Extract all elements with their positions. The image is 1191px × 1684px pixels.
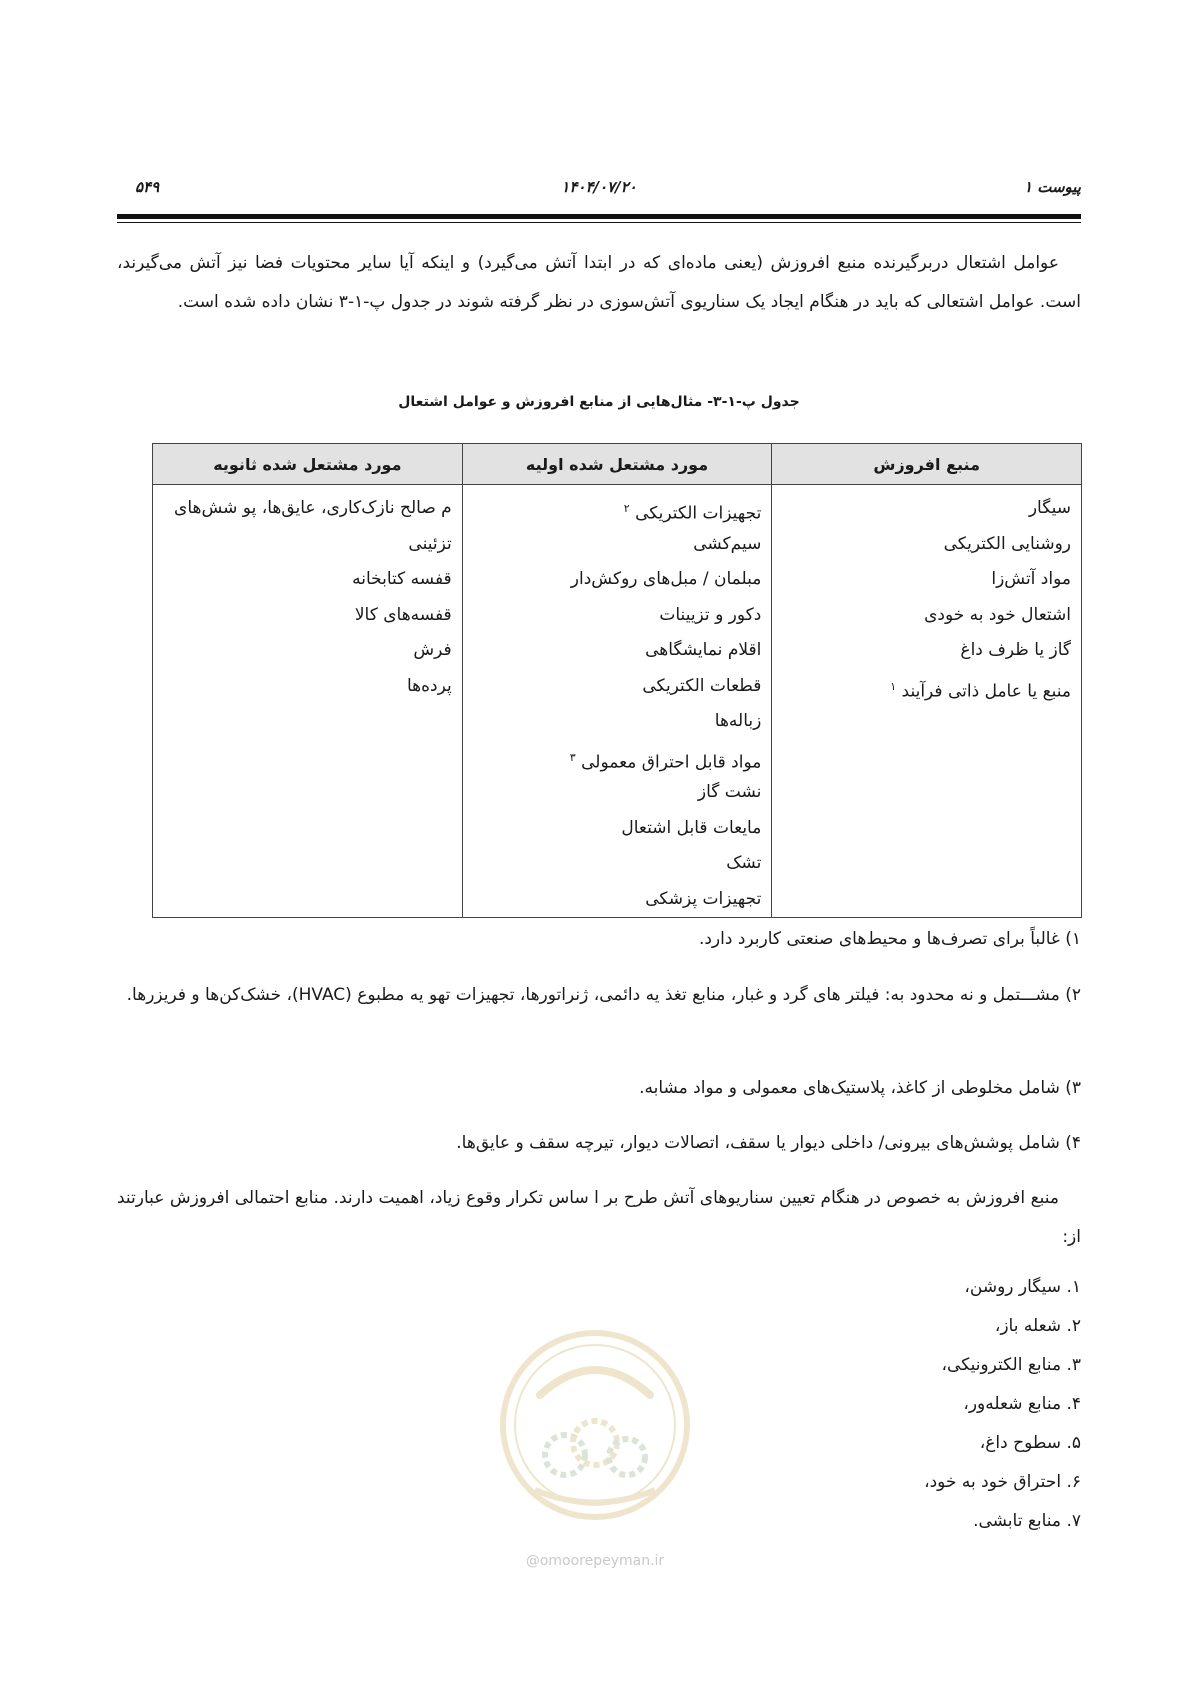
ignition-source-column xyxy=(772,485,1082,918)
list-item: تجهیزات پزشکی xyxy=(645,888,762,909)
list-item: سیم‌کشی xyxy=(693,533,762,554)
header-rule-thick xyxy=(117,214,1081,219)
list-item: دکور و تزیینات xyxy=(659,604,762,625)
list-item: قطعات الکتریکی xyxy=(642,675,762,696)
primary-item-column xyxy=(462,485,772,918)
list-item: اقلام نمایشگاهی xyxy=(645,640,762,660)
footnote-4: ۴) شامل پوشش‌های بیرونی/ داخلی دیوار یا سقف، اتصالات دیوار، تیرچه سقف و عایق‌ها. xyxy=(456,1133,1081,1153)
cell-text: تجهیزات الکتریکی xyxy=(635,503,762,524)
cell-text: منبع یا عامل ذاتی فرآیند xyxy=(901,681,1071,702)
list-item: مایعات قابل اشتعال xyxy=(621,817,762,838)
list-item: ۲. شعله باز، xyxy=(994,1316,1081,1336)
list-item xyxy=(473,740,762,776)
list-item xyxy=(473,491,762,527)
footnote-mark: ۲ xyxy=(623,502,630,515)
list-item: زباله‌ها xyxy=(714,711,762,731)
footnote-3: ۳) شامل مخلوطی از کاغذ، پلاستیک‌های معمولی و مواد مشابه. xyxy=(639,1078,1081,1098)
list-item: ۴. منابع شعله‌ور، xyxy=(963,1394,1081,1414)
list-item: فرش xyxy=(413,640,452,660)
list-item: قفسه‌های کالا xyxy=(354,604,452,625)
table-caption: جدول پ-۱-۳- مثال‌هایی از منابع افروزش و عوامل اشتعال xyxy=(398,394,800,410)
footnote-mark: ۱ xyxy=(890,679,897,693)
list-item: مبلمان / مبل‌های روکش‌دار xyxy=(570,569,762,589)
list-item: سیگار xyxy=(1028,498,1071,518)
watermark-site: @omoorepeyman.ir xyxy=(525,1553,665,1569)
section-label: پیوست ۱ xyxy=(1023,178,1081,196)
cell-text: مواد قابل احتراق معمولی xyxy=(581,752,762,773)
page-header xyxy=(117,176,1081,212)
header-secondary-item: مورد مشتعل شده ثانویه xyxy=(153,444,463,485)
footnote-2: ۲) مشـــتمل و نه محدود به: فیلتر های گرد و غبار، منابع تغذ یه دائمی، ژنراتورها، تجهیزات تهو یه مطبوع (HVAC)، خشک‌کن‌ها و فریزرها. xyxy=(126,985,1081,1005)
list-item: مواد آتش‌زا xyxy=(991,569,1071,589)
list-item xyxy=(782,669,1071,705)
footnote-mark: ۳ xyxy=(569,750,576,764)
page-number: ۵۴۹ xyxy=(135,178,160,196)
list-item: روشنایی الکتریکی xyxy=(943,533,1071,554)
list-item: پرده‌ها xyxy=(406,675,452,696)
footnote-1: ۱) غالباً برای تصرف‌ها و محیط‌های صنعتی کاربرد دارد. xyxy=(698,929,1081,949)
list-item: اشتعال خود به خودی xyxy=(924,604,1071,625)
list-item: ۷. منابع تابشی. xyxy=(973,1511,1081,1531)
list-item: نشت گاز xyxy=(697,782,762,802)
list-item: ۳. منابع الکترونیکی، xyxy=(941,1355,1081,1375)
list-item: تزئینی xyxy=(408,533,452,554)
table-header-row xyxy=(153,444,1082,485)
intro-paragraph: عوامل اشتعال دربرگیرنده منبع افروزش (یعنی ماده‌ای که در ابتدا آتش می‌گیرد) و اینکه آیا سایر محتویات فضا نیز آتش می‌گیرند، است. عوامل اشتعالی که باید در هنگام ایجاد یک سناریوی آتش‌سوزی در نظر گرفته شوند در جدول پ-۱-۳ نشان داده شده است. xyxy=(117,253,1081,312)
list-item: ۵. سطوح داغ، xyxy=(979,1433,1081,1453)
secondary-item-column xyxy=(153,485,463,918)
ignition-table xyxy=(152,443,1082,918)
table-row xyxy=(153,485,1082,918)
header-primary-item: مورد مشتعل شده اولیه xyxy=(462,444,772,485)
ignition-sources-list xyxy=(924,1268,1081,1541)
list-item: قفسه کتابخانه xyxy=(352,569,452,589)
seal-logo-icon xyxy=(495,1325,695,1525)
header-rule-thin xyxy=(117,222,1081,223)
header-ignition-source: منبع افروزش xyxy=(772,444,1082,485)
header-date: ۱۴۰۴/۰۷/۲۰ xyxy=(561,178,637,196)
list-item: ۱. سیگار روشن، xyxy=(964,1277,1081,1297)
ignition-sources-paragraph: منبع افروزش به خصوص در هنگام تعیین سناریوهای آتش طرح بر ا ساس تکرار وقوع زیاد، اهمیت دارند. منابع احتمالی افروزش عبارتند از: xyxy=(117,1188,1081,1247)
list-item: تشک xyxy=(726,853,762,873)
list-item: م صالح نازک‌کاری، عایق‌ها، پو شش‌های xyxy=(174,498,452,518)
list-item: ۶. احتراق خود به خود، xyxy=(924,1472,1081,1492)
list-item: گاز یا ظرف داغ xyxy=(960,640,1071,660)
